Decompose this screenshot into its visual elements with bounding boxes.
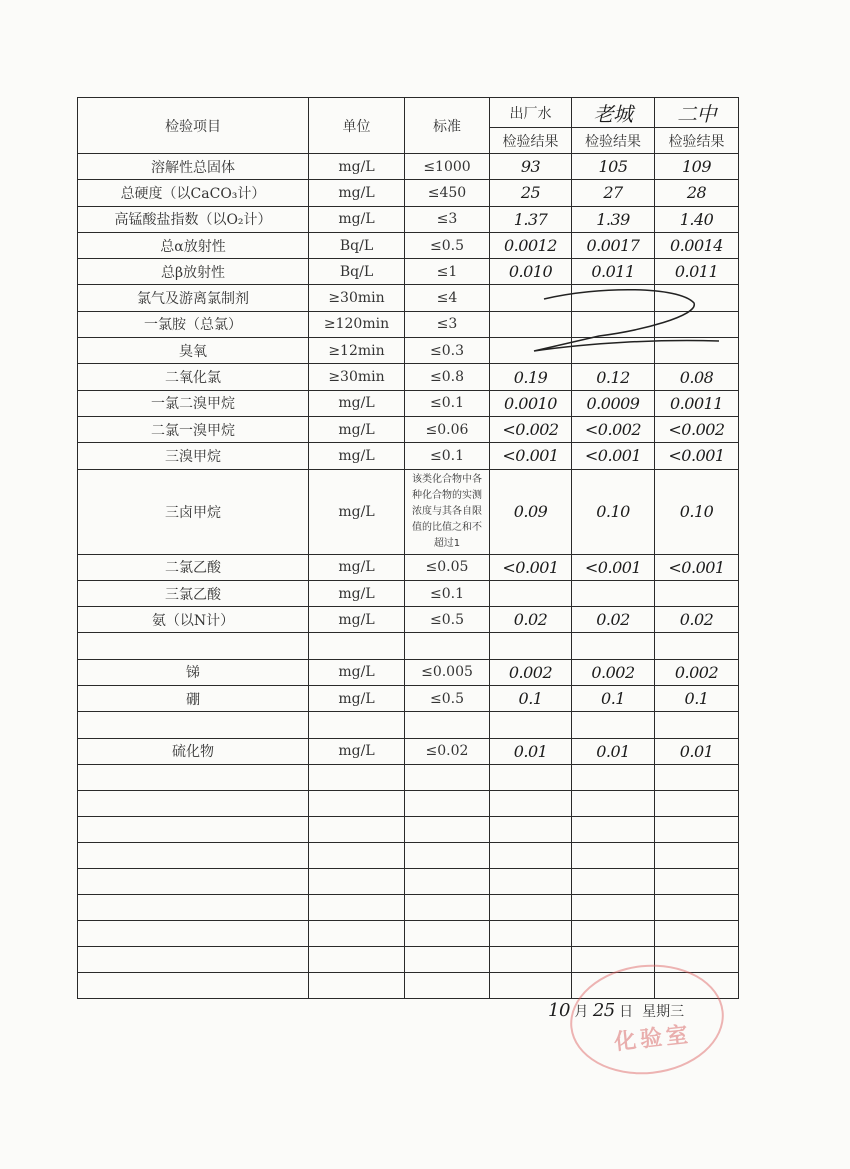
empty-row	[78, 816, 739, 842]
empty-cell	[78, 790, 309, 816]
result-value	[655, 633, 739, 659]
item-name: 总硬度（以CaCO₃计）	[78, 180, 309, 206]
result-value: 0.0012	[490, 232, 572, 258]
empty-cell	[572, 920, 655, 946]
result-value: 0.08	[655, 364, 739, 390]
empty-row	[78, 868, 739, 894]
empty-cell	[405, 816, 490, 842]
table-row	[78, 232, 739, 258]
item-name: 一氯胺（总氯）	[78, 311, 309, 337]
unit: Bq/L	[309, 232, 405, 258]
report-date	[548, 1000, 684, 1021]
empty-cell	[405, 790, 490, 816]
result-value	[655, 580, 739, 606]
unit: mg/L	[309, 686, 405, 712]
empty-row	[78, 920, 739, 946]
result-value	[490, 285, 572, 311]
item-name: 三卤甲烷	[78, 469, 309, 554]
item-name: 二氯乙酸	[78, 554, 309, 580]
unit: mg/L	[309, 154, 405, 180]
empty-row	[78, 842, 739, 868]
result-value: 1.39	[572, 206, 655, 232]
item-name: 二氧化氯	[78, 364, 309, 390]
item-name	[78, 633, 309, 659]
empty-cell	[309, 790, 405, 816]
result-value: 0.010	[490, 259, 572, 285]
item-name: 总α放射性	[78, 232, 309, 258]
table-row	[78, 633, 739, 659]
table-row	[78, 738, 739, 764]
table-row	[78, 607, 739, 633]
result-value: <0.001	[490, 554, 572, 580]
standard: ≤0.5	[405, 232, 490, 258]
standard: ≤450	[405, 180, 490, 206]
standard	[405, 633, 490, 659]
standard: ≤0.1	[405, 443, 490, 469]
result-value: 27	[572, 180, 655, 206]
item-name: 硼	[78, 686, 309, 712]
item-name: 一氯二溴甲烷	[78, 390, 309, 416]
empty-cell	[309, 894, 405, 920]
header-site-factory: 出厂水	[490, 98, 572, 128]
empty-cell	[490, 920, 572, 946]
table-row	[78, 712, 739, 738]
unit: mg/L	[309, 390, 405, 416]
item-name	[78, 712, 309, 738]
standard	[405, 712, 490, 738]
result-value: 0.02	[490, 607, 572, 633]
result-value: 0.19	[490, 364, 572, 390]
standard: ≤0.06	[405, 416, 490, 442]
empty-cell	[309, 946, 405, 972]
result-value: 1.37	[490, 206, 572, 232]
empty-cell	[655, 920, 739, 946]
empty-cell	[490, 764, 572, 790]
empty-cell	[309, 972, 405, 998]
result-value: 0.0011	[655, 390, 739, 416]
result-value	[490, 633, 572, 659]
header-item: 检验项目	[78, 98, 309, 154]
table-row	[78, 659, 739, 685]
empty-cell	[405, 894, 490, 920]
item-name: 总β放射性	[78, 259, 309, 285]
result-value: 0.002	[572, 659, 655, 685]
unit: mg/L	[309, 180, 405, 206]
standard: ≤1	[405, 259, 490, 285]
result-value: 0.10	[572, 469, 655, 554]
empty-cell	[405, 868, 490, 894]
item-name: 三氯乙酸	[78, 580, 309, 606]
empty-cell	[78, 972, 309, 998]
item-name: 溶解性总固体	[78, 154, 309, 180]
empty-cell	[655, 842, 739, 868]
result-value: 0.10	[655, 469, 739, 554]
result-value: 25	[490, 180, 572, 206]
day-label: 日	[619, 1004, 634, 1020]
empty-cell	[78, 842, 309, 868]
weekday-label: 星期	[642, 1004, 671, 1020]
empty-row	[78, 894, 739, 920]
result-value	[572, 311, 655, 337]
empty-cell	[405, 946, 490, 972]
item-name: 氯气及游离氯制剂	[78, 285, 309, 311]
unit: ≥120min	[309, 311, 405, 337]
empty-cell	[655, 894, 739, 920]
empty-cell	[490, 972, 572, 998]
empty-cell	[405, 764, 490, 790]
result-value: 0.02	[572, 607, 655, 633]
result-value	[490, 580, 572, 606]
standard: ≤0.1	[405, 580, 490, 606]
empty-cell	[309, 764, 405, 790]
header-standard: 标准	[405, 98, 490, 154]
result-value: <0.001	[655, 443, 739, 469]
result-value: 0.02	[655, 607, 739, 633]
empty-cell	[78, 764, 309, 790]
table-row	[78, 364, 739, 390]
item-name: 三溴甲烷	[78, 443, 309, 469]
result-value: <0.002	[655, 416, 739, 442]
result-value: <0.001	[490, 443, 572, 469]
result-value: 0.011	[572, 259, 655, 285]
empty-cell	[405, 972, 490, 998]
empty-cell	[572, 764, 655, 790]
standard: ≤3	[405, 206, 490, 232]
result-value	[490, 311, 572, 337]
unit: ≥30min	[309, 364, 405, 390]
table-row	[78, 580, 739, 606]
table-row	[78, 259, 739, 285]
empty-cell	[490, 842, 572, 868]
unit: ≥30min	[309, 285, 405, 311]
unit	[309, 712, 405, 738]
standard: ≤0.005	[405, 659, 490, 685]
result-value: <0.002	[490, 416, 572, 442]
result-value	[572, 580, 655, 606]
result-value: 0.011	[655, 259, 739, 285]
standard: ≤0.3	[405, 338, 490, 364]
item-name: 高锰酸盐指数（以O₂计）	[78, 206, 309, 232]
result-value: 109	[655, 154, 739, 180]
result-value: 0.09	[490, 469, 572, 554]
header-site-erzhong: 二中	[655, 98, 739, 128]
empty-cell	[490, 894, 572, 920]
table-row	[78, 285, 739, 311]
header-result: 检验结果	[655, 128, 739, 154]
result-value: 0.01	[655, 738, 739, 764]
standard: ≤0.02	[405, 738, 490, 764]
empty-cell	[490, 868, 572, 894]
standard: ≤3	[405, 311, 490, 337]
empty-cell	[655, 868, 739, 894]
result-value	[572, 712, 655, 738]
empty-cell	[655, 764, 739, 790]
result-value: 0.1	[572, 686, 655, 712]
empty-row	[78, 764, 739, 790]
result-value: 0.0014	[655, 232, 739, 258]
unit: mg/L	[309, 659, 405, 685]
result-value	[572, 338, 655, 364]
standard: ≤0.8	[405, 364, 490, 390]
table-row	[78, 554, 739, 580]
standard: ≤0.05	[405, 554, 490, 580]
result-value: <0.001	[572, 443, 655, 469]
result-value: <0.001	[655, 554, 739, 580]
result-value: 0.002	[490, 659, 572, 685]
empty-cell	[309, 816, 405, 842]
empty-cell	[572, 790, 655, 816]
empty-cell	[78, 920, 309, 946]
date-month: 10	[548, 1000, 570, 1021]
empty-cell	[572, 842, 655, 868]
standard: ≤0.5	[405, 686, 490, 712]
empty-cell	[405, 842, 490, 868]
result-value	[655, 311, 739, 337]
unit: mg/L	[309, 206, 405, 232]
result-value: 1.40	[655, 206, 739, 232]
standard: 该类化合物中各种化合物的实测浓度与其各自限值的比值之和不超过1	[405, 469, 490, 554]
result-value	[490, 712, 572, 738]
unit: mg/L	[309, 469, 405, 554]
unit: Bq/L	[309, 259, 405, 285]
standard: ≤0.1	[405, 390, 490, 416]
result-value: 0.002	[655, 659, 739, 685]
empty-cell	[490, 946, 572, 972]
result-value: 28	[655, 180, 739, 206]
empty-cell	[572, 894, 655, 920]
table-row	[78, 206, 739, 232]
item-name: 二氯一溴甲烷	[78, 416, 309, 442]
standard: ≤4	[405, 285, 490, 311]
empty-cell	[78, 894, 309, 920]
empty-cell	[490, 790, 572, 816]
header-unit: 单位	[309, 98, 405, 154]
header-site-laocheng: 老城	[572, 98, 655, 128]
empty-cell	[309, 842, 405, 868]
table-row	[78, 180, 739, 206]
empty-cell	[490, 816, 572, 842]
empty-row	[78, 790, 739, 816]
result-value: 93	[490, 154, 572, 180]
table-row	[78, 154, 739, 180]
result-value	[655, 712, 739, 738]
seal-text: 化验室	[612, 1021, 694, 1056]
result-value: 0.1	[655, 686, 739, 712]
result-value: 0.1	[490, 686, 572, 712]
item-name: 锑	[78, 659, 309, 685]
unit: mg/L	[309, 443, 405, 469]
result-value: 0.0010	[490, 390, 572, 416]
month-label: 月	[574, 1004, 589, 1020]
item-name: 硫化物	[78, 738, 309, 764]
empty-cell	[572, 816, 655, 842]
empty-cell	[309, 868, 405, 894]
result-value: <0.002	[572, 416, 655, 442]
empty-cell	[405, 920, 490, 946]
table-row	[78, 390, 739, 416]
table-row	[78, 469, 739, 554]
empty-cell	[655, 790, 739, 816]
water-quality-table	[77, 97, 739, 999]
date-weekday: 三	[670, 1004, 685, 1020]
item-name: 臭氧	[78, 338, 309, 364]
result-value: 0.01	[572, 738, 655, 764]
unit	[309, 633, 405, 659]
table-row	[78, 338, 739, 364]
empty-cell	[78, 816, 309, 842]
header-result: 检验结果	[490, 128, 572, 154]
unit: mg/L	[309, 416, 405, 442]
result-value	[655, 285, 739, 311]
result-value: 0.0009	[572, 390, 655, 416]
table-row	[78, 311, 739, 337]
table-row	[78, 443, 739, 469]
date-day: 25	[592, 1000, 615, 1021]
result-value: 0.01	[490, 738, 572, 764]
header-result: 检验结果	[572, 128, 655, 154]
table-row	[78, 416, 739, 442]
result-value: 0.0017	[572, 232, 655, 258]
empty-cell	[572, 868, 655, 894]
unit: ≥12min	[309, 338, 405, 364]
empty-cell	[309, 920, 405, 946]
result-value	[490, 338, 572, 364]
empty-cell	[78, 946, 309, 972]
result-value	[572, 285, 655, 311]
result-value: 0.12	[572, 364, 655, 390]
unit: mg/L	[309, 738, 405, 764]
empty-cell	[655, 816, 739, 842]
empty-cell	[78, 868, 309, 894]
unit: mg/L	[309, 580, 405, 606]
result-value: <0.001	[572, 554, 655, 580]
standard: ≤1000	[405, 154, 490, 180]
result-value: 105	[572, 154, 655, 180]
result-value	[572, 633, 655, 659]
standard: ≤0.5	[405, 607, 490, 633]
table-row	[78, 686, 739, 712]
unit: mg/L	[309, 554, 405, 580]
item-name: 氨（以N计）	[78, 607, 309, 633]
unit: mg/L	[309, 607, 405, 633]
result-value	[655, 338, 739, 364]
